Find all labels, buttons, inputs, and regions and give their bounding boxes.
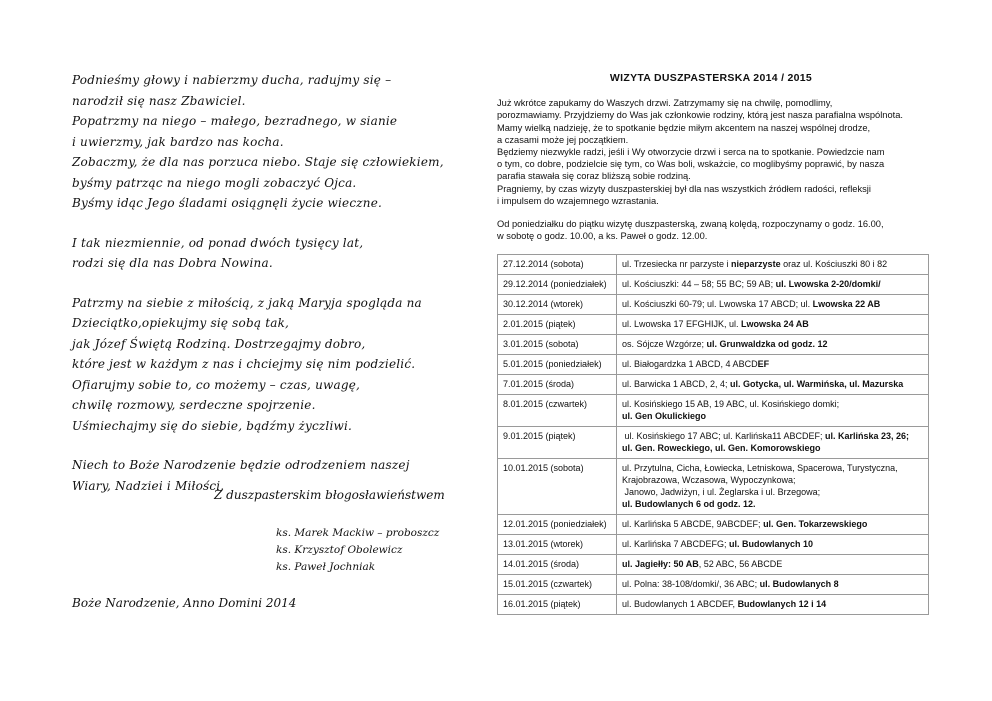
streets-bold-text: Budowlanych 12 i 14 — [737, 599, 827, 610]
visit-date-cell: 29.12.2014 (poniedziałek) — [498, 275, 617, 295]
streets-text: ul. Budowlanych 1 ABCDEF, — [622, 599, 738, 610]
visit-date-cell: 3.01.2015 (sobota) — [498, 335, 617, 355]
streets-text: os. Sójcze Wzgórze; — [622, 339, 707, 350]
visit-date-cell: 9.01.2015 (piątek) — [498, 427, 617, 459]
visit-streets-cell — [617, 595, 929, 615]
streets-text: ul. Kosińskiego 15 AB, 19 ABC, ul. Kosińskiego domki; — [622, 399, 840, 410]
table-row — [498, 295, 929, 315]
streets-text: ul. Karlińska 5 ABCDE, 9ABCDEF; — [622, 519, 764, 530]
streets-bold-text: ul. Budowlanych 6 od godz. 12. — [622, 499, 756, 510]
christmas-poem — [72, 70, 472, 496]
streets-bold-text: ul. Grunwaldzka od godz. 12 — [706, 339, 828, 350]
poem-stanza: Podnieśmy głowy i nabierzmy ducha, radujmy się – narodził się nasz Zbawiciel. Popatrzmy na niego – małego, bezradnego, w sianie i uwierzmy, jak bardzo nas kocha. Zobaczmy, że dla nas porzuca niebo. Staje się człowiekiem, byśmy patrząc na niego mogli zobaczyć Ojca. Byśmy idąc Jego śladami osiągnęli życie wieczne. — [72, 73, 444, 210]
visit-date-cell: 10.01.2015 (sobota) — [498, 459, 617, 515]
streets-bold-text: ul. Gotycka, ul. Warmińska, ul. Mazurska — [730, 379, 904, 390]
schedule-body — [498, 255, 929, 615]
poem-stanza: I tak niezmiennie, od ponad dwóch tysięcy lat, rodzi się dla nas Dobra Nowina. — [72, 235, 364, 270]
signer-name: ks. Krzysztof Obolewicz — [276, 544, 403, 556]
streets-bold-text: ul. Budowlanych 8 — [759, 579, 839, 590]
streets-text: , 52 ABC, 56 ABCDE — [698, 559, 783, 570]
streets-text: ul. Barwicka 1 ABCD, 2, 4; — [622, 379, 731, 390]
streets-bold-text: Lwowska 22 AB — [812, 299, 881, 310]
signer-name: ks. Paweł Jochniak — [276, 561, 376, 573]
streets-text: ul. Lwowska 17 EFGHIJK, ul. — [622, 319, 742, 330]
visit-date-cell: 8.01.2015 (czwartek) — [498, 395, 617, 427]
streets-bold-text: ul. Lwowska 2-20/domki/ — [775, 279, 881, 290]
visit-streets-cell — [617, 335, 929, 355]
visit-date-cell: 7.01.2015 (środa) — [498, 375, 617, 395]
table-row — [498, 535, 929, 555]
visit-streets-cell — [617, 459, 929, 515]
streets-bold-text: nieparzyste — [731, 259, 781, 270]
table-row — [498, 575, 929, 595]
visit-streets-cell — [617, 255, 929, 275]
blessing-line: Z duszpasterskim błogosławieństwem — [214, 488, 445, 502]
notice-paragraph: Będziemy niezwykle radzi, jeśli i Wy otworzycie drzwi i serca na to spotkanie. Powiedzcie nam o tym, co dobre, podzielcie się tym, co Was boli, wskażcie, co moglibyśmy poprawić, by nasza parafia stawała się coraz bliższą sobie rodziną. — [497, 147, 885, 182]
poem-stanza: Niech to Boże Narodzenie będzie odrodzeniem naszej Wiary, Nadziei i Miłości. — [72, 458, 410, 493]
signer-name: ks. Marek Mackiw – proboszcz — [276, 527, 440, 539]
streets-text: ul. Kościuszki 60-79; ul. Lwowska 17 ABCD; ul. — [622, 299, 813, 310]
notice-title: WIZYTA DUSZPASTERSKA 2014 / 2015 — [609, 72, 813, 84]
streets-bold-text: ul. Budowlanych 10 — [729, 539, 814, 550]
table-row — [498, 375, 929, 395]
table-row — [498, 275, 929, 295]
visit-streets-cell — [617, 515, 929, 535]
visit-streets-cell — [617, 315, 929, 335]
visit-streets-cell — [617, 395, 929, 427]
visit-streets-cell — [617, 355, 929, 375]
streets-bold-text: ul. Gen. Tokarzewskiego — [763, 519, 868, 530]
notice-paragraph: Już wkrótce zapukamy do Waszych drzwi. Zatrzymamy się na chwilę, pomodlimy, porozmawiamy. Przyjdziemy do Was jak członkowie rodziny, którą jest nasza parafialna wspólnota. Mamy wielką nadzieję, że to spotkanie będzie miłym akcentem na naszej wspólnej drodze, a czasami może jej początkiem. — [497, 98, 903, 145]
streets-text: ul. Karlińska 7 ABCDEFG; — [622, 539, 730, 550]
table-row — [498, 555, 929, 575]
visit-streets-cell — [617, 575, 929, 595]
streets-bold-text: ul. Gen Okulickiego — [622, 411, 707, 422]
table-row — [498, 459, 929, 515]
visit-streets-cell — [617, 535, 929, 555]
table-row — [498, 315, 929, 335]
streets-text: ul. Białogardzka 1 ABCD, 4 ABCD — [622, 359, 758, 370]
table-row — [498, 255, 929, 275]
streets-text: ul. Polna: 38-108/domki/, 36 ABC; — [622, 579, 760, 590]
streets-text: oraz ul. Kościuszki 80 i 82 — [780, 259, 888, 270]
visit-streets-cell — [617, 375, 929, 395]
table-row — [498, 395, 929, 427]
visit-date-cell: 5.01.2015 (poniedziałek) — [498, 355, 617, 375]
visit-date-cell: 27.12.2014 (sobota) — [498, 255, 617, 275]
streets-bold-text: Lwowska 24 AB — [741, 319, 809, 330]
signers-list — [276, 525, 439, 576]
christmas-date-line: Boże Narodzenie, Anno Domini 2014 — [72, 596, 297, 610]
table-row — [498, 515, 929, 535]
table-row — [498, 427, 929, 459]
visit-date-cell: 13.01.2015 (wtorek) — [498, 535, 617, 555]
visit-streets-cell — [617, 275, 929, 295]
streets-text: ul. Kościuszki: 44 – 58; 55 BC; 59 AB; — [622, 279, 776, 290]
streets-bold-text: EF — [757, 359, 770, 370]
streets-text: ul. Przytulna, Cicha, Łowiecka, Letniskowa, Spacerowa, Turystyczna, Krajobrazowa, Wczasowa, Wypoczynkowa; Janowo, Jadwiżyn, i ul. Żeglarska i ul. Brzegowa; — [622, 463, 898, 498]
notice-paragraph: Pragniemy, by czas wizyty duszpasterskiej był dla nas wszystkich źródłem radości, refleksji i impulsem do wzajemnego wzrastania. — [497, 183, 871, 206]
visit-streets-cell — [617, 555, 929, 575]
visit-streets-cell — [617, 295, 929, 315]
visit-date-cell: 2.01.2015 (piątek) — [498, 315, 617, 335]
streets-text: ul. Trzesiecka nr parzyste i — [622, 259, 732, 270]
visit-date-cell: 16.01.2015 (piątek) — [498, 595, 617, 615]
visit-streets-cell — [617, 427, 929, 459]
table-row — [498, 355, 929, 375]
table-row — [498, 595, 929, 615]
visit-date-cell: 14.01.2015 (środa) — [498, 555, 617, 575]
streets-bold-text: ul. Jagiełły: 50 AB — [622, 559, 699, 570]
visit-schedule-table — [497, 254, 929, 615]
streets-text: ul. Kosińskiego 17 ABC; ul. Karlińska11 ABCDEF; — [622, 431, 825, 442]
streets-bold-text: ul. Karlińska 23, 26; ul. Gen. Roweckiego, ul. Gen. Komorowskiego — [622, 431, 909, 454]
poem-stanza: Patrzmy na siebie z miłością, z jaką Maryja spogląda na Dzieciątko,opiekujmy się sobą tak, jak Józef Świętą Rodziną. Dostrzegajmy dobro, które jest w każdym z nas i chciejmy się nim podzielić. Ofiarujmy sobie to, co możemy – czas, uwagę, chwilę rozmowy, serdeczne spojrzenie. Uśmiechajmy się do siebie, bądźmy życzliwi. — [72, 295, 422, 433]
visit-date-cell: 12.01.2015 (poniedziałek) — [498, 515, 617, 535]
visit-date-cell: 15.01.2015 (czwartek) — [498, 575, 617, 595]
table-row — [498, 335, 929, 355]
visit-hours: Od poniedziałku do piątku wizytę duszpasterską, zwaną kolędą, rozpoczynamy o godz. 16.00, w sobotę o godz. 10.00, a ks. Paweł o godz. 12.00. — [497, 219, 884, 242]
visit-date-cell: 30.12.2014 (wtorek) — [498, 295, 617, 315]
pastoral-visit-notice — [497, 72, 925, 615]
